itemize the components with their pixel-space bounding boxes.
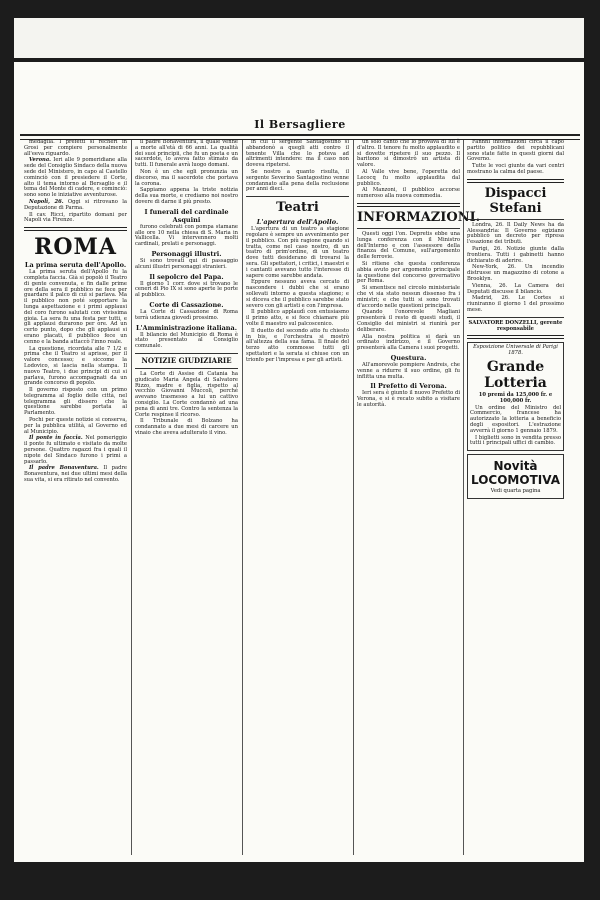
advert-pretitle: Esposizione Universale di Parigi 1878. bbox=[473, 344, 558, 357]
advert-title: Novità LOCOMOTIVA bbox=[471, 459, 560, 488]
article-text: All'amorevole pompiere Andreis, che venne a ridurre il suo ordine, gli fu inflitta una multa. bbox=[357, 361, 460, 380]
column-divider bbox=[353, 140, 354, 855]
article-text: medaglia. I prefetti si recheri in Grosi per compiere personalmente all'eeva riguardo. bbox=[24, 139, 127, 157]
article-text: un solo canto che lo provava di lui è d'altro. Il tenore fu molto applaudito e si dovette ripetere il suo pezzo. Il baritono si dimostrò un artista di valore. bbox=[357, 139, 460, 169]
article-text: in cui il sergente Santagostino si abbandonò a quegli atti contro il tenente Villa che lo poteva ad altrimenti intendere: ma il caso non doveva ripetersi. bbox=[246, 139, 349, 169]
column-4 bbox=[357, 139, 481, 850]
article-text: Pochi per queste notizie si conserva, per la pubblica utilità, al Governo ed al Municipio. bbox=[24, 417, 127, 435]
article-subhead: Verona. bbox=[29, 157, 51, 164]
page-margin-top bbox=[14, 18, 584, 58]
column-divider bbox=[131, 140, 132, 855]
section-rule bbox=[246, 196, 349, 197]
article-subhead: Il padre Bonaventura. bbox=[29, 465, 99, 472]
article-headline: Il sepolcro del Papa. bbox=[149, 272, 224, 281]
article-text: La Corte di Cassazione di Roma terrà udienza giovedì prossimo. bbox=[135, 308, 238, 321]
advert-text: Un ordine del Ministro del Commercio, francese ha autorizzato la lotteria a beneficio degli espositori. L'estrazione avverrà il giorno 1 gennaio 1879. bbox=[470, 404, 561, 434]
section-rule bbox=[135, 353, 238, 354]
article-text: Il duetto del secondo atto fu chiesto in bis, e l'orchestra si mostrò all'altezza della sua fama. Il finale del terzo atto commosse tutti gli spettatori e la serata si chiuse con un trionfo per l'impresa e per gli artisti. bbox=[246, 327, 349, 363]
column-divider bbox=[463, 140, 464, 855]
section-title-dispacci: Dispacci Stefani bbox=[484, 185, 547, 216]
article-text: Sappiamo appena la triste notizia della sua morte, e crediamo noi nostro dovere di darne il più presto. bbox=[135, 187, 238, 205]
advert-title: Grande Lotteria bbox=[484, 358, 547, 391]
article-text: Si ritiene che questa conferenza abbia avuto per argomento principale la questione del concorso governativo per Roma. bbox=[357, 260, 460, 285]
section-title-roma: ROMA bbox=[34, 234, 117, 261]
article-text: Se nostro a quanto risulta, il sergente Severino Santagostino venne condannato alla pena della reclusione per anni dieci. bbox=[246, 168, 349, 193]
article-headline: Corte di Cassazione. bbox=[149, 300, 224, 309]
article-text: Non è un che egli pronunzia un discorso, ma il sacerdote che portava la corona. bbox=[135, 168, 238, 187]
section-rule bbox=[357, 203, 460, 207]
article-text: Il cav. Ricci, ripartito domani per Napoli via Firenze. bbox=[24, 211, 127, 224]
article-text: Il padre Bonaventura, nei due ultimi mesi della sua vita, si era ritirato nel convento. bbox=[24, 465, 127, 484]
article-text: Quando l'onorevole Magliani presenterà il resto di questi studi, il Consiglio dei ministri si riunirà per deliberare. bbox=[357, 309, 460, 333]
article-text: Il giorno 1 corr. dove si trovano le ceneri di Pio IX si sono aperte le porte al pubblico. bbox=[135, 280, 238, 299]
column-1 bbox=[24, 140, 127, 850]
masthead-title: Il Bersagliere bbox=[254, 118, 346, 131]
article-headline: Questura. bbox=[390, 353, 427, 362]
column-divider bbox=[242, 140, 243, 855]
advert-text: I biglietti sono in vendita presso tutti i principali uffici di cambio. bbox=[470, 434, 561, 447]
section-rule bbox=[357, 228, 460, 229]
section-title-teatri: Teatri bbox=[276, 200, 319, 216]
article-text: Madrid, 26. Le Cortes si riuniranno il giorno 1 del prossimo mese. bbox=[467, 295, 564, 313]
article-text: Si smentisce nel circolo ministeriale che vi sia stato nessun dissenso fra i ministri; e che tutti si sono trovati d'accordo nelle questioni principali. bbox=[357, 285, 460, 309]
article-text: La Corte di Assise di Catania ha giudicato Maria Angela di Salvatore Rizzo, madre e figlia, rispetto al vecchio Giovanni Muccoli, perché avevano trasmesso a lui un cattivo consiglio. La Corte condannò ad una pena di anni tre. Contro la sentenza la Corte respinse il ricorso. bbox=[135, 370, 238, 418]
section-rule bbox=[467, 219, 564, 220]
article-text: Ieri alle 9 pomeridiane alla sede del Consiglio Sindaco della nuova sede del Ministero, in capo al Castello cominciò con il presiedere il Corte, alto il tema intorno al Bersaglio e il tema del Monte di cadere, e cominciò: sono sono le iniziative avventurose. bbox=[24, 157, 127, 199]
article-headline: I funerali del cardinale Asquini bbox=[144, 207, 229, 224]
article-text: L'apertura di un teatro a stagione regolare è sempre un avvenimento per il pubblico. Con più ragione quando si tratta, come nel caso nostro, di un teatro di prim'ordine, di un teatro dove tutti desiderano di trovarsi la sera. Gli spettatori, i critici, i maestri e i cantanti avevano tutto l'interesse di sapere come sarebbe andata. bbox=[246, 226, 349, 279]
article-headline: Personaggi illustri. bbox=[151, 249, 222, 258]
article-text: il padre Bonaventura, il quale venne a morte all'età di 66 anni. La qualità dei suoi principii, che fu un poeta e un sacerdote, lo aveva fatto stimato da tutti. Il funerale avrà luogo domani. bbox=[135, 139, 238, 169]
advert-subtitle: Vedi quarta pagina bbox=[490, 488, 541, 495]
article-text: Tutte le voci giunte da vari centri mostrano la calma del paese. bbox=[467, 163, 564, 175]
article-text: Questi oggi l'on. Depretis ebbe una lunga conferenza con il Ministro dell'Interno e con l'assessore della finanza del Comune, sull'argomento delle ferrovie. bbox=[357, 230, 460, 261]
article-text: Ieri sera è giunto il nuovo Prefetto di Verona, e si è recato subito a visitare le autorità. bbox=[357, 390, 460, 408]
section-title-informazioni: INFORMAZIONI. bbox=[357, 209, 481, 225]
article-text: Si sono trovati qui di passaggio alcuni illustri personaggi stranieri. bbox=[135, 257, 238, 270]
section-title-giudiziarie: NOTIZIE GIUDIZIARIE bbox=[141, 355, 232, 365]
publisher-line: SALVATORE DONZELLI, gerente responsabile bbox=[468, 319, 563, 332]
column-5 bbox=[467, 140, 564, 850]
article-text: Vienna, 26. La Camera dei Deputati discusse il bilancio. bbox=[467, 282, 564, 295]
article-text: La questione, ricordata alle 7 1/2 e prima che il Teatro si aprisse, per il valore concesso; e siccome la Lodovico, si lascia nella stampa. Il nuovo Teatro, i due principi di cui si parlava, furono accompagnati da un grande concorso di popolo. bbox=[24, 345, 127, 387]
section-rule bbox=[467, 335, 564, 339]
article-text: Il Tribunale di Bolzano ha condannato a due mesi di carcere un vinaio che aveva adulterato il vino. bbox=[135, 418, 238, 436]
article-headline: L'Amministrazione italiana. bbox=[136, 323, 237, 332]
article-text: La prima seruta dell'Apollo fu la completa faccia. Già si popolò il Teatro di gente convenuta, e fin dalle prime ore della sera il pubblico ne fece per guardare il palco di cui si parlava. Ma il pubblico non poté sopportare la lunga aspettazione e i primi applausi del coro furono salutati con vivissima gioia. La sera fu una festa per tutti, e gli applausi durarono per ore. Ad un certo punto, dopo che gli applausi si erano placati, il pubblico fece un cenno e la banda attaccò l'inno reale. bbox=[24, 269, 127, 345]
article-text: Il bilancio del Municipio di Roma è stato presentato al Consiglio comunale. bbox=[135, 331, 238, 350]
article-text: Fannni informazioni circa il capo partito politico dei repubblicani sono state fatte in questi giorni dal Governo. bbox=[467, 139, 564, 163]
article-subhead: Napoli, 26. bbox=[29, 198, 64, 205]
article-text: Alla nostra politica si darà un ordinato indirizzo, e il Governo presenterà alla Camera i suoi progetti. bbox=[357, 333, 460, 352]
article-text: Oggi si ritrovano la Deputazione di Parma. bbox=[24, 198, 127, 211]
article-text: Nel pomeriggio il ponte fu ultimato e visitato da molte persone. Quattro ragazzi fra i quali il nipote del Sindaco furono i primi a passarlo. bbox=[24, 435, 127, 465]
advert-subtitle: 10 premi da 125,000 fr. e 100,000 fr. bbox=[478, 391, 553, 404]
article-text: Al Valle vive bene, l'operetta del Lecocq fu molto applaudita dal pubblico. bbox=[357, 168, 460, 187]
article-headline: Il Prefetto di Verona. bbox=[370, 382, 447, 391]
article-text: Londra, 26. Il Daily News ha da Alessandria: Il Governo egiziano pubblicò un decreto per ripresa l'esazione dei tributi. bbox=[467, 221, 564, 246]
section-rule bbox=[467, 179, 564, 183]
column-2 bbox=[135, 140, 238, 850]
section-rule bbox=[135, 368, 238, 369]
article-text: Eppure nessuno aveva cercato di nascondere i dubbi che si erano sollevati intorno a questa stagione; e si diceva che il pubblico sarebbe stato severo con gli artisti e con l'impresa. bbox=[246, 279, 349, 309]
article-text: New-York, 26. Un incendio distrusse un magazzino di cotone a Brooklyn. bbox=[467, 264, 564, 282]
article-text: Il governo risposto con un primo telegramma al foglio delle città, nel telegramma gli dissero che la questione sarebbe portata al Parlamento. bbox=[24, 387, 127, 417]
locomotiva-advert bbox=[467, 454, 564, 499]
article-text: Il pubblico applaudì con entusiasmo il primo atto, e si fece chiamare più volte il maestro sul palcoscenico. bbox=[246, 309, 349, 327]
lottery-advert bbox=[467, 342, 564, 451]
section-rule bbox=[24, 227, 127, 231]
section-rule bbox=[467, 317, 564, 318]
article-text: furono celebrati con pompa stamane alle ore 10 nella chiesa di S. Maria in Vallicella. Vi intervennero molti cardinali, prelati e personaggi. bbox=[135, 223, 238, 248]
article-text: Al Manzoni, il pubblico accorse numeroso alla nuova commedia. bbox=[357, 187, 460, 200]
column-3 bbox=[246, 140, 349, 850]
article-subhead: Il ponte in faccia. bbox=[29, 435, 83, 442]
article-text: Parigi, 26. Notizie giunte dalla frontiera. Tutti i gabinetti hanno dichiarato di aderire. bbox=[467, 245, 564, 264]
article-headline: L'apertura dell'Apollo. bbox=[256, 218, 339, 227]
article-headline: La prima seruta dell'Apollo. bbox=[24, 261, 127, 270]
